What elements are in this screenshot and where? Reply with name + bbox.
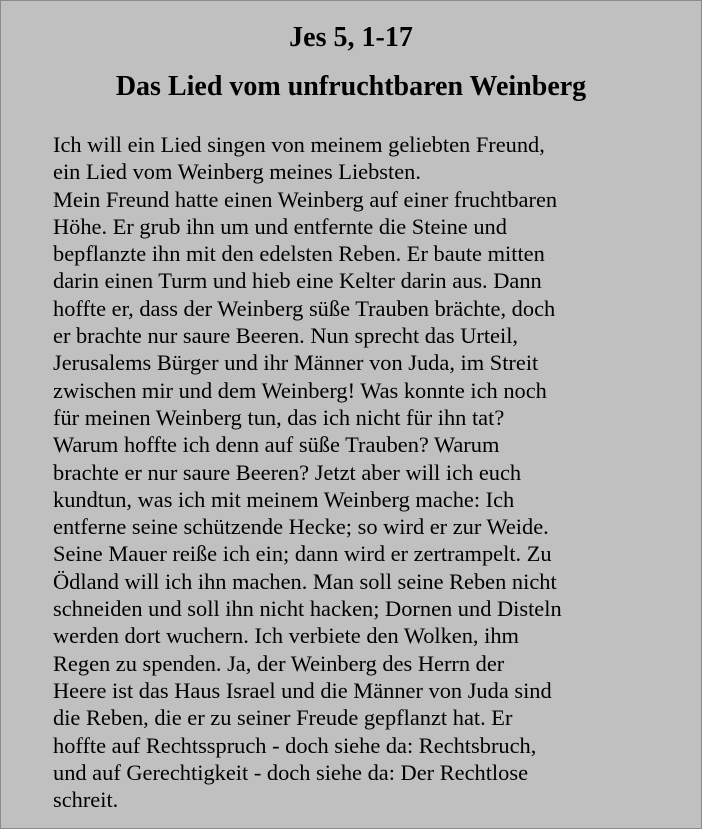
text-line: zwischen mir und dem Weinberg! Was konnte ich noch — [53, 377, 547, 403]
bible-reference: Jes 5, 1-17 — [289, 22, 413, 53]
text-line: hoffte auf Rechtsspruch - doch siehe da: Rechtsbruch, — [53, 732, 537, 758]
text-line: hoffte er, dass der Weinberg süße Trauben brächte, doch — [53, 295, 556, 321]
text-line: Seine Mauer reiße ich ein; dann wird er zertrampelt. Zu — [53, 541, 552, 567]
text-line: Höhe. Er grub ihn um und entfernte die Steine und — [53, 213, 507, 239]
text-line: brachte er nur saure Beeren? Jetzt aber will ich euch — [53, 459, 522, 485]
text-line: Mein Freund hatte einen Weinberg auf einer fruchtbaren — [53, 186, 558, 212]
text-line: ein Lied vom Weinberg meines Liebsten. — [53, 159, 421, 185]
text-line: Ich will ein Lied singen von meinem geliebten Freund, — [53, 132, 545, 157]
text-line: die Reben, die er zu seiner Freude gepflanzt hat. Er — [53, 705, 513, 731]
text-line: Ödland will ich ihn machen. Man soll seine Reben nicht — [53, 568, 557, 594]
text-line: kundtun, was ich mit meinem Weinberg mache: Ich — [53, 486, 515, 512]
page-title: Das Lied vom unfruchtbaren Weinberg — [115, 71, 587, 102]
text-line: er brachte nur saure Beeren. Nun sprecht das Urteil, — [53, 323, 519, 349]
text-line: Heere ist das Haus Israel und die Männer von Juda sind — [53, 677, 552, 703]
text-line: Regen zu spenden. Ja, der Weinberg des Herrn der — [53, 650, 505, 676]
text-line: werden dort wuchern. Ich verbiete den Wolken, ihm — [53, 623, 519, 649]
text-line: darin einen Turm und hieb eine Kelter darin aus. Dann — [53, 268, 542, 294]
text-line: schneiden und soll ihn nicht hacken; Dornen und Disteln — [53, 596, 562, 622]
text-line: für meinen Weinberg tun, das ich nicht für ihn tat? — [53, 404, 505, 430]
text-line: bepflanzte ihn mit den edelsten Reben. Er baute mitten — [53, 241, 545, 267]
body-text — [53, 131, 683, 813]
text-line: entferne seine schützende Hecke; so wird er zur Weide. — [53, 514, 549, 540]
text-line: Warum hoffte ich denn auf süße Trauben? Warum — [53, 432, 500, 458]
text-line: Jerusalems Bürger und ihr Männer von Juda, im Streit — [53, 350, 539, 376]
text-line: schreit. — [53, 787, 119, 813]
text-line: und auf Gerechtigkeit - doch siehe da: Der Rechtlose — [53, 759, 529, 785]
